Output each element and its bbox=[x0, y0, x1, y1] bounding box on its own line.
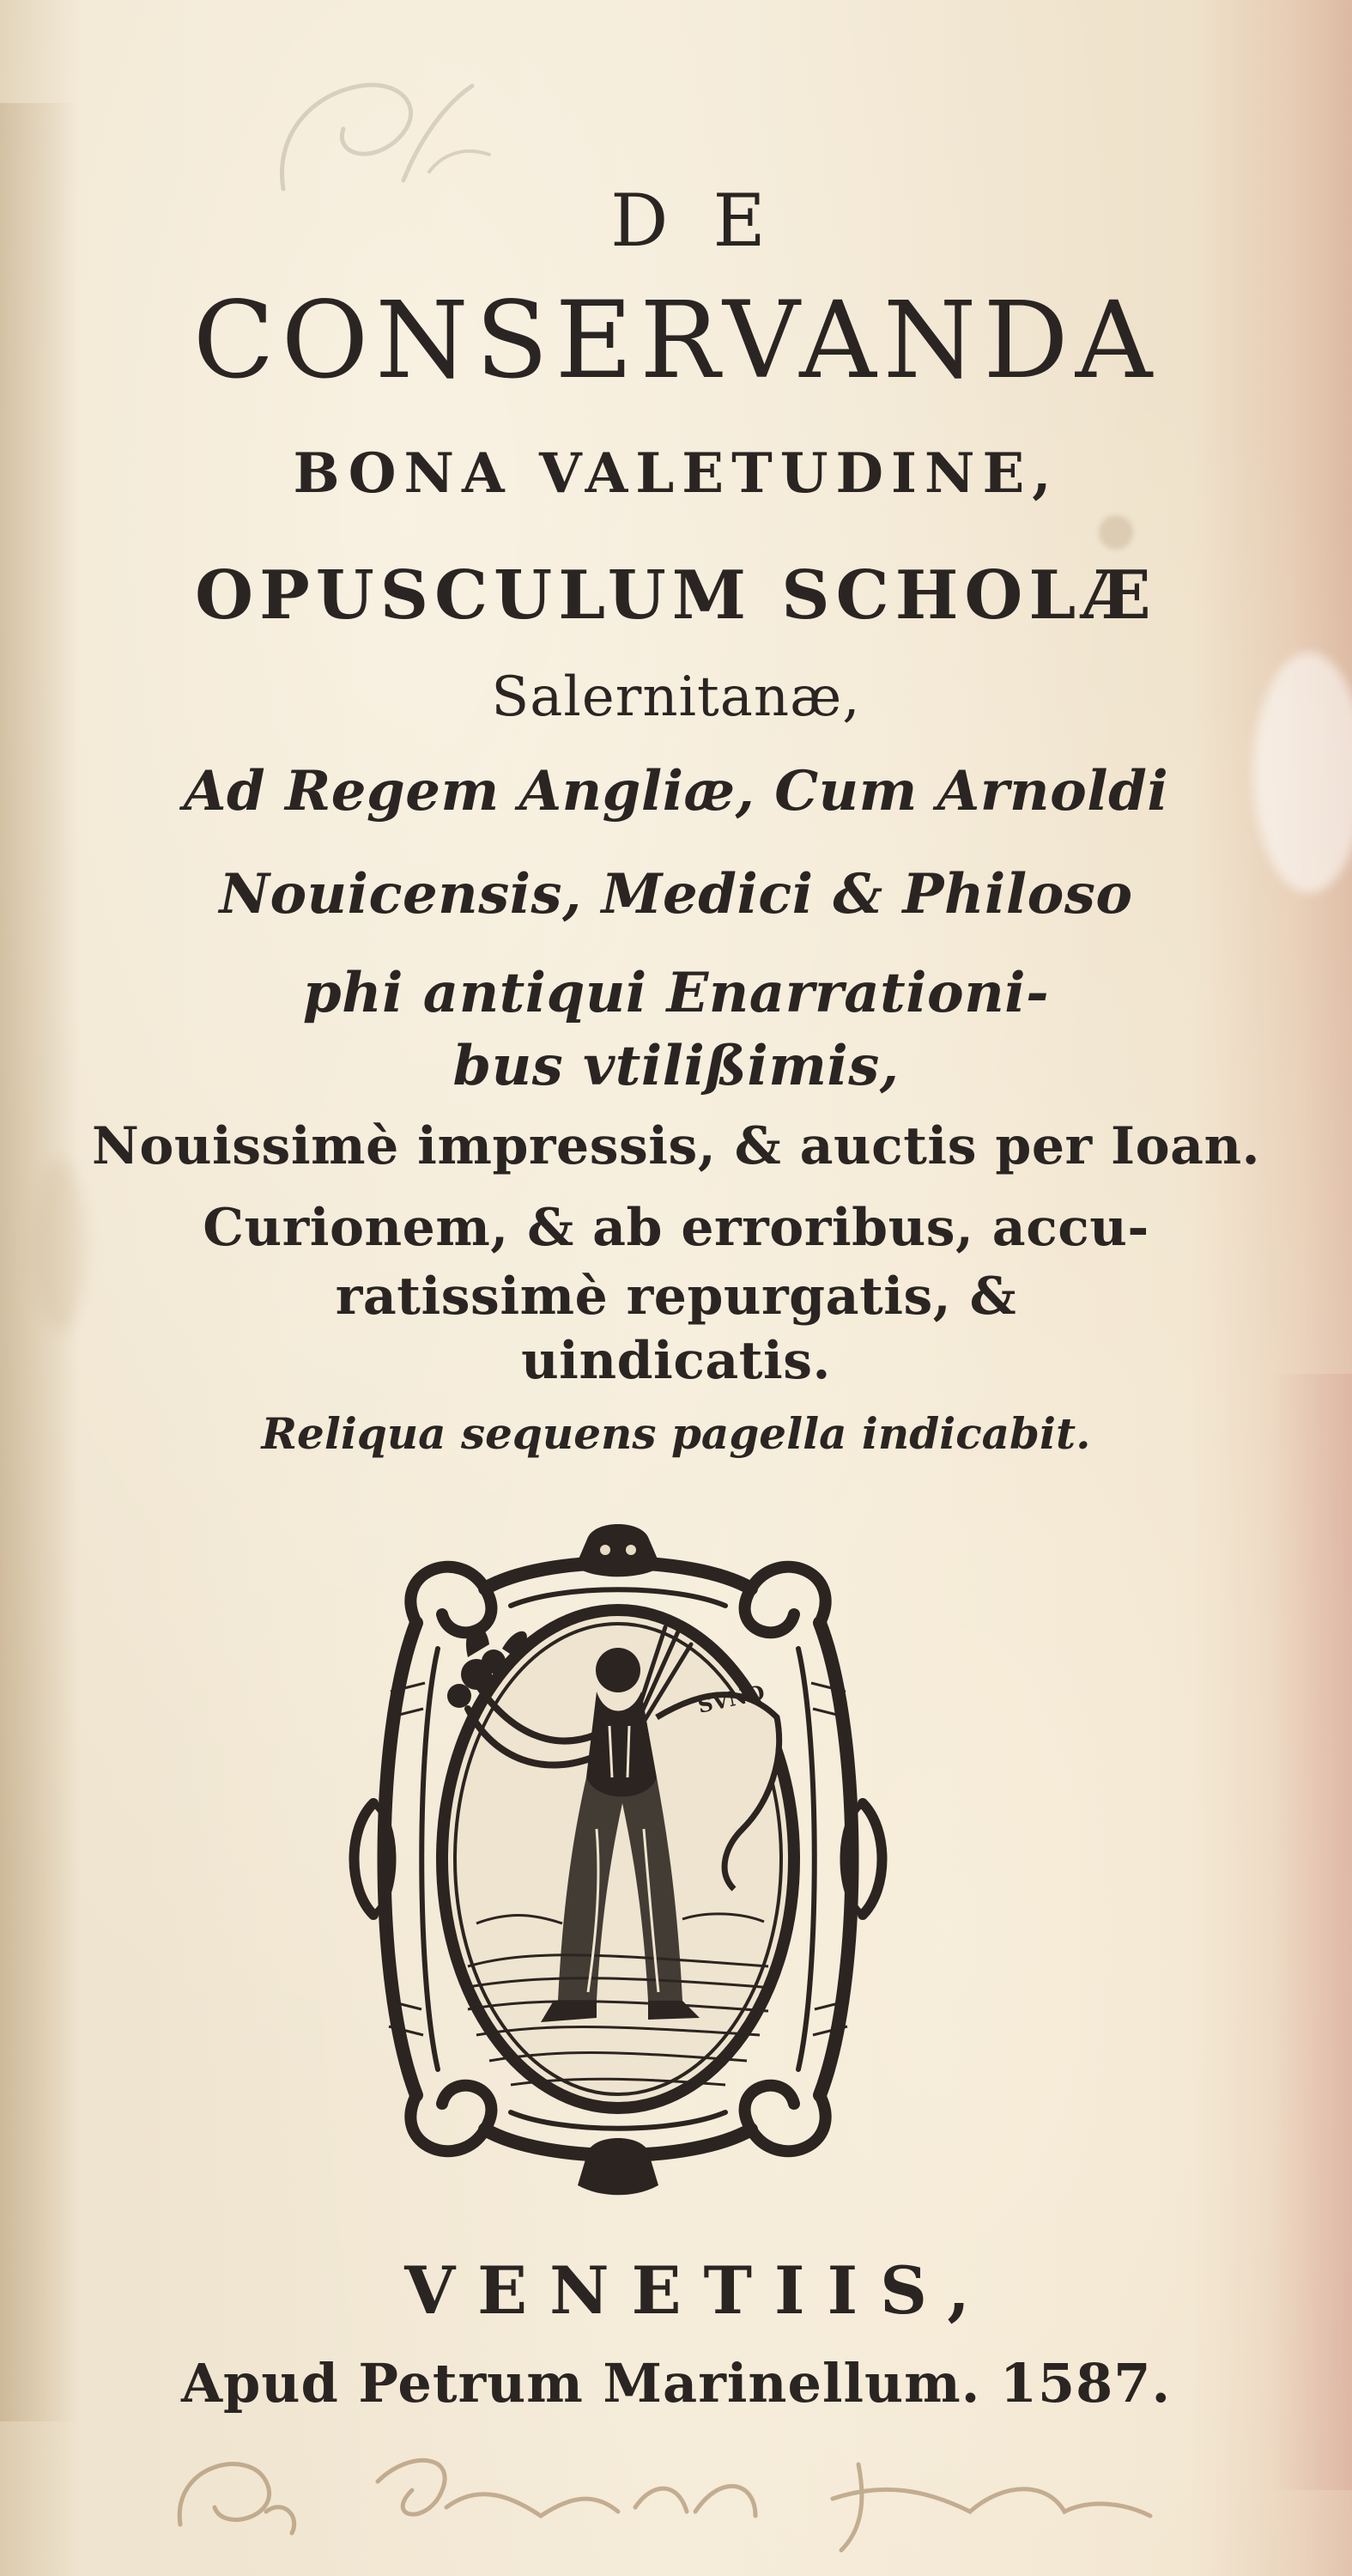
subtitle-italic-line: phi antiqui Enarrationi- bbox=[302, 961, 1050, 1025]
paper-stain bbox=[1099, 515, 1133, 550]
title-line-opusculum: OPUSCULUM SCHOLÆ bbox=[195, 556, 1157, 635]
edition-statement-line: Curionem, & ab erroribus, accu- bbox=[203, 1198, 1149, 1258]
subtitle-italic-line: Ad Regem Angliæ, Cum Arnoldi bbox=[183, 759, 1169, 823]
title-line-de: DE bbox=[610, 179, 810, 263]
ownership-signature bbox=[155, 2430, 1185, 2559]
imprint-city: VENETIIS, bbox=[404, 2252, 992, 2329]
edition-statement-line: uindicatis. bbox=[521, 1331, 831, 1391]
subtitle-italic-line: Nouicensis, Medici & Philoso bbox=[219, 862, 1133, 927]
reliqua-note: Reliqua sequens pagella indicabit. bbox=[261, 1408, 1091, 1459]
edition-statement-line: ratissimè repurgatis, & bbox=[335, 1267, 1017, 1327]
title-line-conservanda: CONSERVANDA bbox=[192, 279, 1160, 403]
printer-device-image bbox=[339, 1520, 897, 2198]
subtitle-italic-line: bus vtilißimis, bbox=[452, 1034, 900, 1098]
printer-device-woodcut bbox=[339, 1520, 897, 2198]
edition-statement-line: Nouissimè impressis, & auctis per Ioan. bbox=[92, 1116, 1260, 1176]
title-line-salernitanae: Salernitanæ, bbox=[491, 665, 861, 729]
printer-device-banner-text: SVND bbox=[695, 1680, 767, 1718]
title-line-bona-valetudine: BONA VALETUDINE, bbox=[293, 441, 1059, 506]
imprint-printer-date: Apud Petrum Marinellum. 1587. bbox=[180, 2352, 1172, 2415]
